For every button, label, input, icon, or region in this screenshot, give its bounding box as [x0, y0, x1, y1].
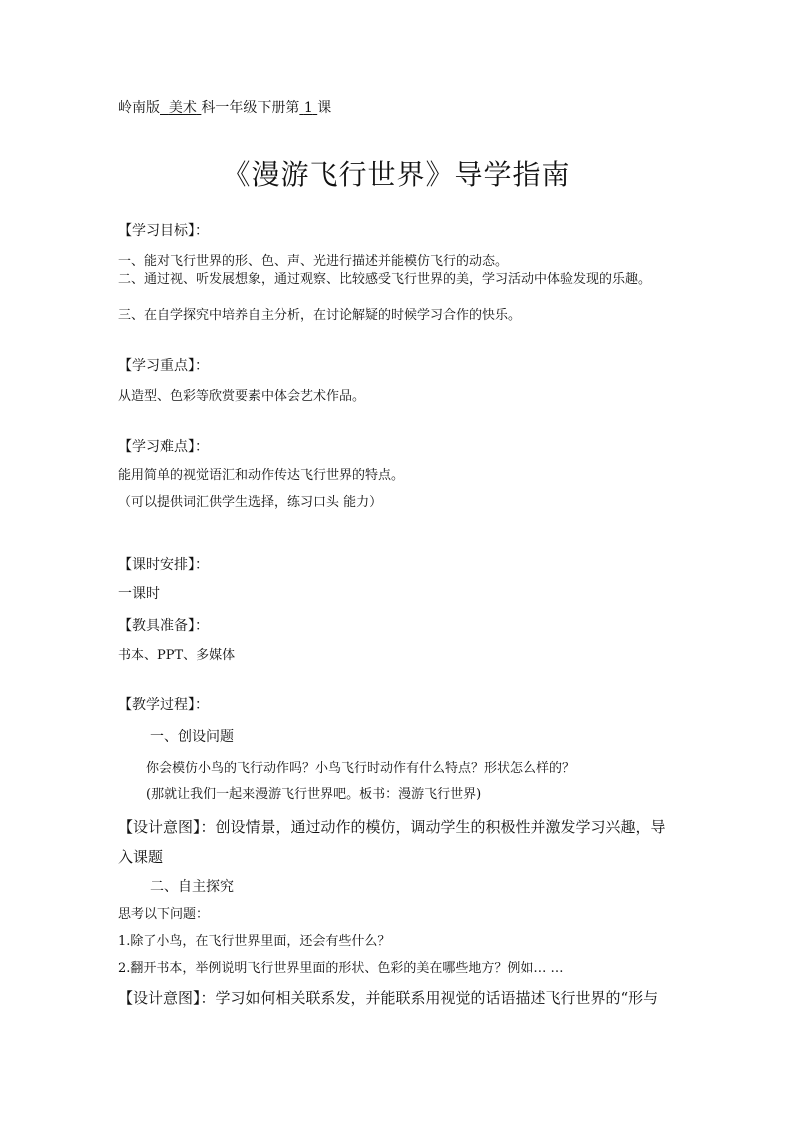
grade-text: 科一年级下册第 [201, 100, 300, 116]
intent-1: 【设计意图】：创设情景，通过动作的模仿，调动学生的积极性并激发学习兴趣，导入课题 [118, 818, 666, 866]
intent-2: 【设计意图】：学习如何相关联系发，并能联系用视觉的话语描述飞行世界的“形与 [118, 989, 659, 1007]
difficulties-note: （可以提供词汇供学生选择，练习口头 能力） [118, 495, 383, 510]
key-points-heading: 【学习重点】： [118, 358, 209, 374]
course-header [118, 98, 331, 118]
objective-item: 三、在自学探究中培养自主分析，在讨论解疑的时候学习合作的快乐。 [118, 308, 522, 323]
materials-heading: 【教具准备】： [118, 618, 209, 634]
publisher: 岭南版 [118, 100, 160, 116]
schedule-text: 一课时 [118, 586, 160, 602]
step1-title: 一、创设问题 [150, 729, 234, 745]
step1-question: 你会模仿小鸟的飞行动作吗？小鸟飞行时动作有什么特点？形状怎么样的？ [146, 761, 576, 776]
difficulties-heading: 【学习难点】： [118, 439, 209, 455]
objective-item: 二、通过视、听发展想象，通过观察、比较感受飞行世界的美，学习活动中体验发现的乐趣。 [118, 272, 652, 287]
key-points-text: 从造型、色彩等欣赏要素中体会艺术作品。 [118, 389, 366, 404]
lesson-suffix: 课 [317, 100, 332, 116]
objectives-heading: 【学习目标】： [118, 223, 209, 239]
step1-note: (那就让我们一起来漫游飞行世界吧。板书：漫游飞行世界) [146, 787, 482, 802]
step2-title: 二、自主探究 [150, 879, 234, 895]
question-2: 2.翻开书本，举例说明飞行世界里面的形状、色彩的美在哪些地方？例如… … [118, 961, 564, 976]
difficulties-text: 能用简单的视觉语汇和动作传达飞行世界的特点。 [118, 468, 405, 483]
question-1: 1.除了小鸟，在飞行世界里面，还会有些什么？ [118, 934, 391, 949]
lesson-number: 1 [303, 100, 313, 116]
document-title: 《漫游飞行世界》导学指南 [222, 158, 571, 191]
process-heading: 【教学过程】： [118, 697, 209, 713]
think-label: 思考以下问题： [118, 907, 210, 922]
objective-item: 一、能对飞行世界的形、色、声、光进行描述并能模仿飞行的动态。 [118, 254, 509, 269]
subject: 美术 [168, 100, 197, 116]
schedule-heading: 【课时安排】： [118, 557, 209, 573]
materials-text: 书本、PPT、多媒体 [118, 648, 236, 663]
